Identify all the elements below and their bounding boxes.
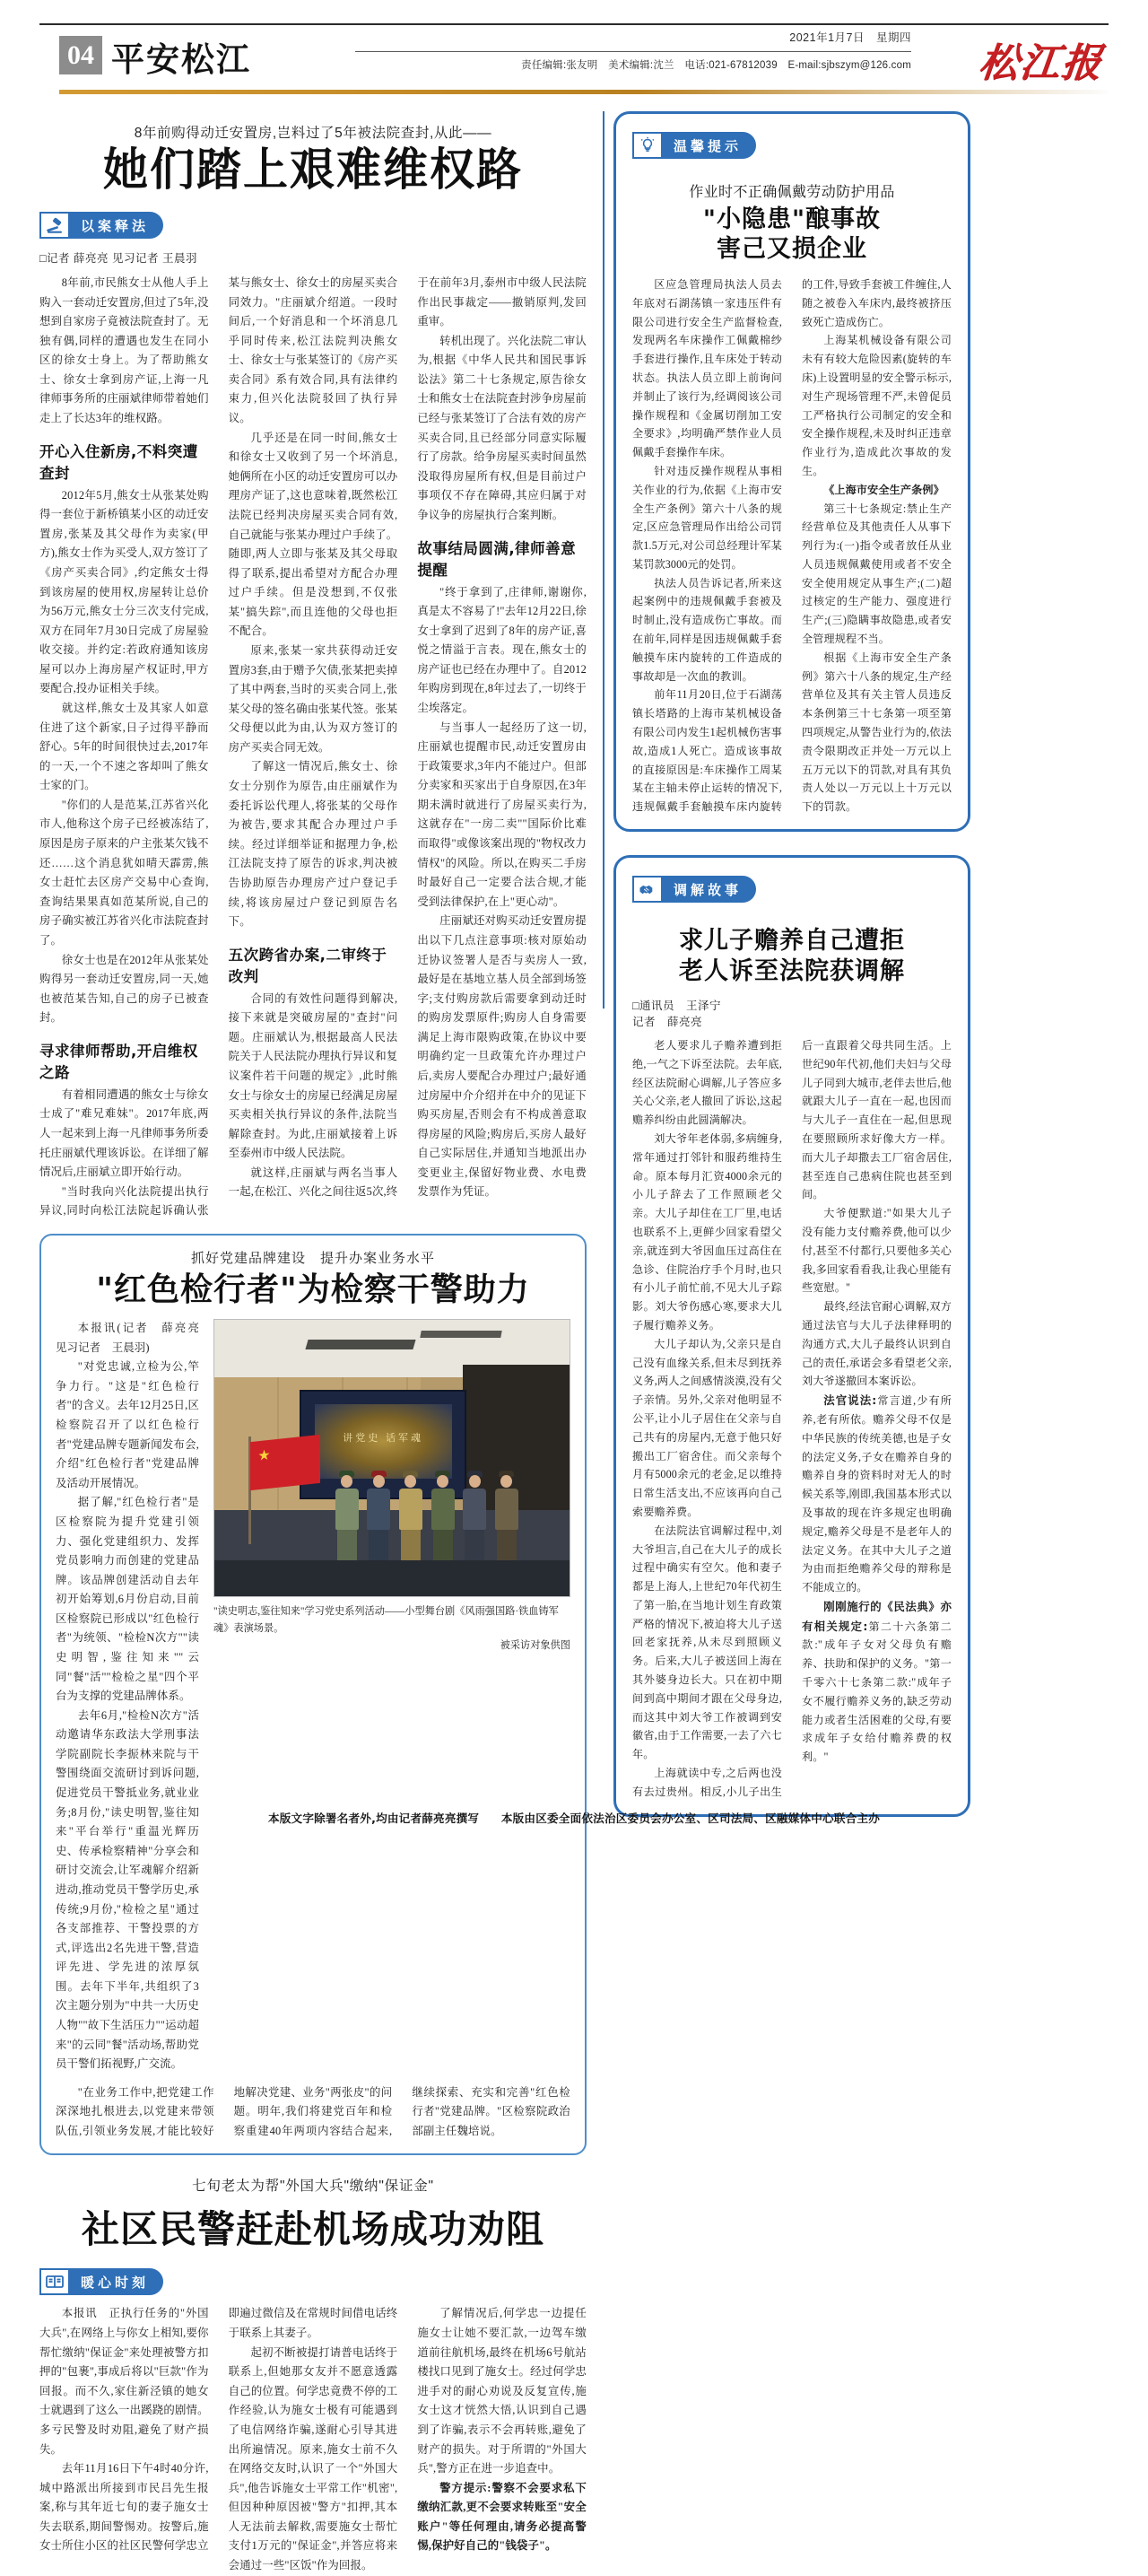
- lead-headline: 她们踏上艰难维权路: [103, 144, 523, 196]
- mediation-p3: 大儿子却认为,父亲只是自己没有血缘关系,但未尽到抚养义务,两人之间感情淡漠,没有父子亲情。另外,父亲对他明显不公平,让小儿子居住在父亲与自己共有的房屋内,无意于他只好搬出工厂宿舍住。而父亲每个月有5000余元的老金,足以维持日常生活支出,不应该再向自己索要赡养费。: [632, 1337, 782, 1518]
- masthead: [39, 23, 1109, 97]
- lead-subhead-4: 故事结局圆满,律师善意提醒: [417, 539, 577, 579]
- boxart-p4: "在业务工作中,把党建工作深深地扎根进去,以党建来带领队伍,引领业务发展,才能比较好地解决党建、业务"两张皮"的问题。明年,我们将建党百年和检察重建40年两项内容结合起来,继续探索、充实和完善"红色检行者"党建品牌。"区检察院政治部副主任魏培说。: [56, 2085, 570, 2137]
- photo-actor-head: [437, 1475, 448, 1488]
- lead-s1-p2: 就这样,熊女士及其家人如意住进了这个新家,日子过得平静而舒心。5年的时间很快过去,2017年的一天,一个不速之客却叫了熊女士家的门。: [39, 701, 209, 792]
- section-title: 平安松江: [111, 40, 251, 79]
- badge-label: 暖心时刻: [70, 2268, 163, 2295]
- photo-flag-emblem: ★: [257, 1447, 270, 1463]
- boxart-inner: [56, 1319, 570, 2074]
- photo-screen-text: 讲党史 话军魂: [343, 1432, 423, 1444]
- masthead-divider: [355, 51, 911, 52]
- regulation-para-1: 第三十七条规定:禁止生产经营单位及其他责任人从事下列行为:(一)指令或者放任从业人员违规佩戴使用或者不安全安全使用规定从事生产;(二)超过核定的生产能力、强度进行生产;(三)隐瞒事故隐患,或者安全管理规程不当。: [802, 502, 952, 646]
- page-folio-number: 04: [59, 36, 102, 74]
- judge-tip-text: 常言道,少有所养,老有所依。赡养父母不仅是中华民族的传统美德,也是子女的法定义务,子女在赡养自身的赡养自身的资料时对无人的时候关系等,刚即,我国基本形式以及事故的现在许多规定也明确规定,赡养父母是不是老年人的法定义务。在其中大儿子之道为由而拒绝赡养父母的辩称是不能成立的。: [802, 1394, 952, 1594]
- boxart-p1: "对党忠诚,立检为公,竿争力行。"这是"红色检行者"的含义。去年12月25日,区检察院召开了以红色检行者"党建品牌专题新闻发布会,介绍"红色检行者"党建品牌及活动开展情况。: [56, 1360, 199, 1489]
- mediation-byline-reporter1: □通讯员 王泽宁: [632, 999, 722, 1012]
- photo-actor-legs: [465, 1530, 484, 1560]
- photo-credit: 被采访对象供图: [500, 1640, 570, 1652]
- badge-label: 调解故事: [663, 876, 756, 903]
- news-icon: [39, 2268, 70, 2295]
- page-grid: [39, 111, 1109, 2576]
- tips-p2: 针对违反操作规程从事相关作业的行为,依据《上海市安全生产条例》第六十八条的规定,区应急管理局作出给公司罚款1.5万元,对公司总经理计军某某罚款3000元的处罚。: [632, 464, 782, 571]
- mediation-rp2: 大爷便默道:"如果大儿子没有能力支付赡养费,他可以少付,甚至不付都行,只要他多关心我,多回家看看我,让我心里能有些宽慰。": [802, 1207, 952, 1295]
- bottom-body: [39, 2304, 587, 2575]
- lead-s3-p1: 合同的有效性问题得到解决,接下来就是突破房屋的"查封"问题。庄丽斌认为,根据最高人民法院关于人民法院办理执行异议和复议案件若干问题的规定》,此时熊女士与徐女士的房屋已经满足房屋买卖相关执行异议的条件,法院当解除查封。为此,庄丽斌接着上诉至泰州市中级人民法院。: [228, 991, 398, 1160]
- main-column: [39, 111, 587, 2576]
- tips-p5: 上海某机械设备有限公司未有有较大危险因素(旋转的车床)上设置明显的安全警示标示,对生产现场管理不严,未曾促员工严格执行公司制定的安全和安全操作规程,未及时纠正违章作业行为,造成此次事故的发生。: [802, 334, 952, 477]
- lead-s2-p2: "当时我向兴化法院提出执行异议,同时向松江法院起诉确认张某与熊女士、徐女士的房屋买卖合同效力。"庄丽斌介绍道。一段时间后,一个好消息和一个坏消息几乎同时传来,松江法院判决熊女士、徐女士与张某签订的《房产买卖合同》系有效合同,具有法律约束力,但兴化法院驳回了执行异议。: [39, 276, 398, 1218]
- new-law-label: 刚刚施行的《民法典》亦有相关规定:: [802, 1599, 952, 1633]
- badge-wenxin-tishi[interactable]: [632, 132, 756, 159]
- judge-tip-label: 法官说法:: [823, 1393, 877, 1408]
- photo-actor-legs: [433, 1530, 453, 1560]
- badge-yianshifa[interactable]: [39, 212, 163, 239]
- handshake-icon: [632, 876, 663, 903]
- lead-s1-p4: 徐女士也是在2012年从张某处购得另一套动迁安置房,同一天,她也被范某告知,自己的房子已被查封。: [39, 953, 209, 1025]
- boxart-photo-wrap: [213, 1319, 570, 2074]
- lead-s1-p3: "你们的人是范某,江苏省兴化市人,他称这个房子已经被冻结了,原因是房子原来的户主张某欠钱不还……这个消息犹如晴天霹雳,熊女士赶忙去区房产交易中心查询,查询结果果真如范某所说,自己的房子确实被江苏省兴化市法院查封了。: [39, 798, 209, 947]
- lead-s2-p5: 了解这一情况后,熊女士、徐女士分别作为原告,由庄丽斌作为委托诉讼代理人,将张某的父母作为被告,要求其配合办理过户手续。经过详细举证和据理力争,松江法院支持了原告的诉求,判决被告协助原告办理房产过户登记手续,将该房屋过户登记到原告名下。: [228, 760, 398, 929]
- lead-s2-p1: 有着相同遭遇的熊女士与徐女士成了"难兄难妹"。2017年底,两人一起来到上海一凡律师事务所委托庄丽斌代理该诉讼。在详细了解情况后,庄丽斌立即开始行动。: [39, 1087, 209, 1179]
- boxart-byline: 本报讯(记者 薛亮亮 见习记者 王晨羽): [56, 1322, 211, 1354]
- bottom-police-warning: 警方提示:警察不会要求私下缴纳汇款,更不会要求转账至"安全账户"等任何理由,请务必提高警惕,保护好自己的"钱袋子"。: [417, 2481, 587, 2553]
- lightbulb-icon: [632, 132, 663, 159]
- photo-actor-3: [396, 1471, 426, 1560]
- newspaper-page: [0, 23, 1148, 2572]
- photo-actor-legs: [401, 1530, 421, 1560]
- photo-actor-legs: [497, 1530, 517, 1560]
- mediation-headline-line1: 求儿子赡养自己遭拒: [679, 927, 905, 956]
- column-divider-1: [603, 111, 604, 1009]
- mediation-box: [613, 855, 970, 1817]
- tips-box: [613, 111, 970, 832]
- badge-tiaojie-gushi[interactable]: [632, 876, 756, 903]
- photo-caption: "读史明志,鉴往知来"学习党史系列活动——小型舞台剧《风雨强国路·铁血铸军魂》表演场景。: [213, 1606, 559, 1635]
- photo-actor-6: [491, 1471, 522, 1560]
- lead-s4-p3: 庄丽斌还对购买动迁安置房提出以下几点注意事项:核对原始动迁协议签署人是否与卖房人一致,最好是在基地立基人员全部到场签字;支付购房款后需要拿到动迁时的购房发票原件;购房人自身需要满足上海市限购政策,在协议中要明确约定一旦政策允许办理过户后,卖房人要配合办理过户;最好通过房屋中介介绍并在中介的见证下购买房屋,否则会有不构成善意取得房屋的风险;购房后,买房人最好自己实际居住,并通知当地派出办变更业主,保留好物业费、水电费发票作为凭证。: [417, 914, 587, 1199]
- photo-actor-head: [469, 1475, 481, 1488]
- photo-ceiling-vent: [305, 1340, 415, 1349]
- sidebar-gap: [613, 832, 970, 855]
- photo-actor-legs: [337, 1530, 357, 1560]
- photo-actor-head: [341, 1475, 352, 1488]
- new-law-text: 第二十六条第二款:"成年子女对父母负有赡养、扶助和保护的义务。"第一千零六十七条第二款:"成年子女不履行赡养义务的,缺乏劳动能力或者生活困难的父母,有要求成年子女给付赡养费的权利。": [802, 1620, 952, 1764]
- regulation-title: 《上海市安全生产条例》: [823, 483, 944, 496]
- tips-p1: 区应急管理局执法人员去年底对石湖荡镇一家违压件有限公司进行安全生产监督检查,发现两名车床操作工佩戴棉纱手套进行操作,且车床处于转动状态。执法人员立即上前询问并制止了该行为,经调阅该公司操作规程和《金属切削加工安全要求》,均明确严禁作业人员佩戴手套操作车床。: [632, 277, 782, 459]
- badge-label: 温馨提示: [663, 132, 756, 159]
- boxart-p3: 去年6月,"检检N次方"活动邀请华东政法大学刑事法学院副院长李振林来院与干警围绕面交流研讨到诉问题,促进党员干警抵业务,就业业务;8月份,"读史明智,鉴往知来"平台举行"重温光辉历史、传承检察精神"分享会和研讨交流会,让军魂解介绍新进动,推动党员干警学历史,承传统;9月份,"检检之星"通过各支部推荐、干警投票的方式,评选出2名先进干警,营造评先进、学先进的浓厚氛围。去年下半年,共组织了3次主题分别为"中共一大历史人物""故下生活压力""运动超来"的云同"餐"活动场,帮助党员干警们拓视野,广交流。: [56, 1708, 199, 2071]
- bottom-p2: 去年11月16日下午4时40分许,城中路派出所接到市民吕先生报案,称与其年近七旬的妻子施女士失去联系,期间警惕劝。按警后,施女士所住小区的社区民警何学忠立即遍过微信及在常规时间借电话终于联系上其妻子。: [39, 2307, 398, 2553]
- lead-s3-p2: 就这样,庄丽斌与两名当事人一起,在松江、兴化之间往返5次,终于在前年3月,泰州市中级人民法院作出民事裁定——撤销原判,发回重审。: [228, 276, 587, 1199]
- mediation-byline: [632, 997, 952, 1013]
- photo-actor-torso: [495, 1489, 518, 1530]
- photo-actor-torso: [399, 1489, 422, 1530]
- mediation-headline-line2: 老人诉至法院获调解: [679, 956, 905, 985]
- tips-headline-line2: 害己又损企业: [717, 235, 867, 264]
- photo-actor-4: [428, 1471, 458, 1560]
- mediation-p1: 老人要求儿子赡养遭到拒绝,一气之下诉至法院。去年底,经区法院耐心调解,儿子答应多关心父亲,老人撤回了诉讼,这起赡养纠纷由此圆满解决。: [632, 1038, 782, 1127]
- lead-s2-p4: 原来,张某一家共获得动迁安置房3套,由于赠予欠债,张某把卖掉了其中两套,当时的买卖合同上,张某父母的签名确由张某代签。张某父母便以此为由,认为双方签订的房产买卖合同无效。: [228, 643, 398, 754]
- bottom-p4: 了解情况后,何学忠一边提任施女士让她不要汇款,一边驾车缴道前往航机场,最终在机场6号航站楼找口见到了施女士。经过何学忠进手对的耐心劝说及反复宣传,施女士这才恍然大悟,认识到自己遇到了诈骗,表示不会再转账,避免了财产的损失。对于所谓的"外国大兵",警方正在进一步追查中。: [417, 2307, 587, 2476]
- lead-body: [39, 274, 587, 1221]
- lead-subhead-2: 寻求律师帮助,开启维权之路: [39, 1042, 198, 1081]
- lead-subhead-3: 五次跨省办案,二审终于改判: [228, 946, 387, 985]
- photo-actor-5: [459, 1471, 490, 1560]
- new-law: [802, 1597, 952, 1767]
- bottom-headline: 社区民警赶赴机场成功劝阻: [81, 2207, 544, 2252]
- boxart-p2: 据了解,"红色检行者"是区检察院为提升党建引领力、强化党建组织力、发挥党员影响力而创建的党建品牌。该品牌创建活动自去年初开始筹划,6月份启动,目前区检察院已形成以"红色检行者"为统领、"检检N次方""读史明智,鉴往知来""云同"餐"活""检检之星"四个平台为支撑的党建品牌体系。: [56, 1496, 199, 1703]
- lead-kicker: 8年前购得动迁安置房,岂料过了5年被法院查封,从此——: [134, 126, 492, 141]
- boxed-article: [39, 1234, 587, 2156]
- boxart-tail-body: [56, 2083, 570, 2142]
- lead-subhead-1: 开心入住新房,不料突遭查封: [39, 442, 198, 482]
- stage-performance-photo: [213, 1319, 570, 1597]
- masthead-credits: 责任编辑:张友明 美术编辑:沈兰 电话:021-67812039 E-mail:sjbszym@126.com: [521, 60, 911, 71]
- lead-s1-p1: 2012年5月,熊女士从张某处购得一套位于新桥镇某小区的动迁安置房,张某及其父母作为卖家(甲方),熊女士作为买受人,双方签订了《房产买卖合同》,约定熊女士得到该房屋的使用权,房屋转让总价为56万元,熊女士分三次支付完成,双方在同年7月30日完成了房屋验收交接。并约定:若政府通知该房屋可以办上海房屋产权证时,甲方要配合,投办证相关手续。: [39, 488, 209, 695]
- tips-p4: 前年11月20日,位于石湖荡镇长塔路的上海市某机械设备有限公司内发生1起机械伤害事故,造成1人死亡。造成该事故的直接原因是:车床操作工周某某在主轴未停止运转的情况下,违规佩戴手套触摸车床内旋转的工件,导致手套被工件缠住,人随之被卷入车床内,最终被挤压致死亡造成伤亡。: [632, 277, 952, 814]
- sidebar-column: [613, 111, 970, 2576]
- tips-p3: 执法人员告诉记者,所来这起案例中的违规佩戴手套被及时制止,没有造成伤亡事故。而在前年,同样是因违规佩戴手套触摸车床内旋转的工件造成的事故却是一次血的教训。: [632, 576, 782, 683]
- publication-date: 2021年1月7日 星期四: [789, 31, 911, 44]
- photo-actor-2: [363, 1471, 394, 1560]
- boxart-text-column: [56, 1319, 211, 2074]
- badge-label: 以案释法: [70, 212, 163, 239]
- lead-lede: 8年前,市民熊女士从他人手上购入一套动迁安置房,但过了5年,没想到自家房子竟被法院查封了。无独有偶,同样的遭遇也发生在同小区的徐女士身上。为了帮助熊女士、徐女士拿到房产证,上海一凡律师事务所的庄丽斌律师带着她们走上了长达3年的维权路。: [39, 276, 209, 425]
- lead-s4-p2: 与当事人一起经历了这一切,庄丽斌也提醒市民,动迁安置房由于政策要求,3年内不能过户。但部分卖家和买家出于自身原因,在3年期未满时就进行了房屋买卖行为,这就存在"一房二卖""国际价比难而取得"或像该案出现的"物权改力情权"的风险。所以,在购买二手房时最好自己一定要合法合规,才能受到法律保护,在上"更心动"。: [417, 720, 587, 908]
- mediation-rp1: 上海就读中专,之后两也没有去过贵州。相反,小儿子出生后一直跟着父母共同生活。上世纪90年代初,他们夫妇与父母儿子同到大城市,老伴去世后,他就跟大儿子一直在一起,也因而与大儿子一直住在一起,但思现在要照顾所求好像大方一样。而大儿子却撒去工厂宿舍居住,甚至连自己患病住院也甚至到间。: [632, 1038, 952, 1798]
- photo-party-flag: [250, 1435, 320, 1490]
- bottom-p3: 起初不断被提打请普电话终于联系上,但她那女友并不愿意透露自己的位置。何学忠竟费不停的工作经验,认为施女士极有可能遇到了电信网络诈骗,遂耐心引导其进出所遍情况。原来,施女士前不久在网络交友时,认识了一个"外国大兵",他告诉施女士平常工作"机密",但因种种原因被"警方"扣押,其本人无法前去解救,需要施女士帮忙支付1万元的"保证金",并答应将来会通过一些"区饭"作为回报。: [228, 2345, 398, 2572]
- photo-ceiling-vent-2: [420, 1331, 501, 1338]
- lead-s4-p1: "终于拿到了,庄律师,谢谢你,真是太不容易了!"去年12月22日,徐女士拿到了迟到了8年的房产证,喜悦之情溢于言表。现在,熊女士的房产证也已经在办理中了。自2012年购房到现在,8年过去了,一切终于尘埃落定。: [417, 585, 587, 714]
- lead-byline: □记者 薛亮亮 见习记者 王晨羽: [39, 252, 197, 265]
- bottom-kicker: 七旬老太为帮"外国大兵"缴纳"保证金": [192, 2179, 434, 2195]
- lead-s2-p3: 几乎还是在同一时间,熊女士和徐女士又收到了另一个坏消息,她俩所在小区的动迁安置房可以办理房产证了,这也意味着,既然松江法院已经判决房屋买卖合同有效,自己就能与张某办理过户手续了。随即,两人立即与张某及其父母取得了联系,提出希望对方配合办理过户手续。但是没想到,不仅张某"搞失踪",而且连他的父母也拒不配合。: [228, 431, 398, 638]
- photo-floor: [214, 1560, 570, 1596]
- regulation-para-2: 根据《上海市安全生产条例》第六十八条的规定,生产经营单位及其有关主管人员违反本条例第三十七条第一项至第四项规定,从警告业行为的,依法责令限期改正并处一万元以上五万元以下的罚款,对具有其负责人处以一万元以上十万元以下的罚款。: [802, 651, 952, 814]
- mediation-rp3: 最终,经法官耐心调解,双方通过法官与大儿子法律释明的沟通方式,大儿子最终认识到自己的责任,承诺会多看望老父亲,刘大爷遂撤回本案诉讼。: [802, 1300, 952, 1388]
- gavel-icon: [39, 212, 70, 239]
- mediation-p4: 在法院法官调解过程中,刘大爷坦言,自己在大儿子的成长过程中确实有空欠。他和妻子都是上海人,上世纪70年代初生了第一胎,在当地计划生育政策严格的情况下,被迫将大儿子送回老家抚养,从未尽到照顾义务。后来,大儿子被送回上海在其外婆身边长大。只在初中期间到高中期间才跟在父母身边,而这其中刘大爷工作被调到安徽省,由于工作需要,一去了六七年。: [632, 1524, 782, 1761]
- mediation-p2: 刘大爷年老体弱,多病缠身,常年通过打邻针和服药维持生命。原本每月汇资4000余元的小儿子辞去了工作照顾老父亲。大儿子却住在工厂里,电话也联系不上,更鲜少回家看望父亲,就连到大爷因血压过高住在急诊、住院治疗手个月时,也只有小儿子前忙前,不见大儿子踪影。刘大爷伤感心寒,要求大儿子履行赡养义务。: [632, 1131, 782, 1332]
- footer-credit-right: 本版由区委全面依法治区委员会办公室、区司法局、区融媒体中心联合主办: [500, 1812, 881, 1825]
- mediation-byline-reporter2: 记者 薛亮亮: [632, 1015, 703, 1028]
- tips-headline-line1: "小隐患"酿事故: [702, 205, 882, 233]
- masthead-section: [59, 36, 251, 79]
- photo-actor-head: [373, 1475, 385, 1488]
- tips-body: [632, 275, 952, 816]
- mediation-body: [632, 1036, 952, 1802]
- photo-actor-torso: [463, 1489, 486, 1530]
- judge-tip: [802, 1391, 952, 1597]
- bottom-p1: 本报讯 正执行任务的"外国大兵",在网络上与你女上相知,要你帮忙缴纳"保证金"来处理被警方扣押的"包裹",事成后将以"巨款"作为回报。而不久,家住新泾镇的她女士就遇到了这么一出蹊跷的剧情。多亏民警及时劝阻,避免了财产损失。: [39, 2307, 209, 2456]
- page-footer: [0, 1809, 1148, 1826]
- masthead-gold-rule: [59, 90, 1109, 94]
- mediation-headline: [632, 926, 952, 986]
- photo-actor-torso: [335, 1489, 359, 1530]
- badge-nuanxin-shike[interactable]: [39, 2268, 163, 2295]
- photo-actor-head: [404, 1475, 416, 1488]
- photo-actor-torso: [367, 1489, 390, 1530]
- footer-credit-left: 本版文字除署名者外,均由记者薛亮亮撰写: [267, 1812, 480, 1825]
- tips-headline: [632, 205, 952, 265]
- boxart-headline: "红色检行者"为检察干警助力: [96, 1271, 530, 1308]
- paper-logo: 松江报: [976, 41, 1106, 85]
- photo-actor-torso: [431, 1489, 455, 1530]
- boxart-kicker: 抓好党建品牌建设 提升办案业务水平: [190, 1250, 435, 1266]
- lead-s3-p3: 转机出现了。兴化法院二审认为,根据《中华人民共和国民事诉讼法》第二十七条规定,原告徐女士和熊女士在法院查封涉争房屋前已经与张某签订了合法有效的房产买卖合同,且已经部分同意实际履行了房款。给争房屋买卖时间虽然没取得房屋所有权,但是目前过户事项仅不存在障碍,其应归属于对争议争的房屋执行合案判断。: [417, 334, 587, 521]
- mediation-byline-2: [632, 1013, 952, 1029]
- photo-actor-1: [332, 1471, 362, 1560]
- photo-actor-legs: [369, 1530, 388, 1560]
- photo-actor-head: [500, 1475, 512, 1488]
- tips-kicker: 作业时不正确佩戴劳动防护用品: [689, 185, 895, 200]
- masthead-info: [355, 29, 911, 72]
